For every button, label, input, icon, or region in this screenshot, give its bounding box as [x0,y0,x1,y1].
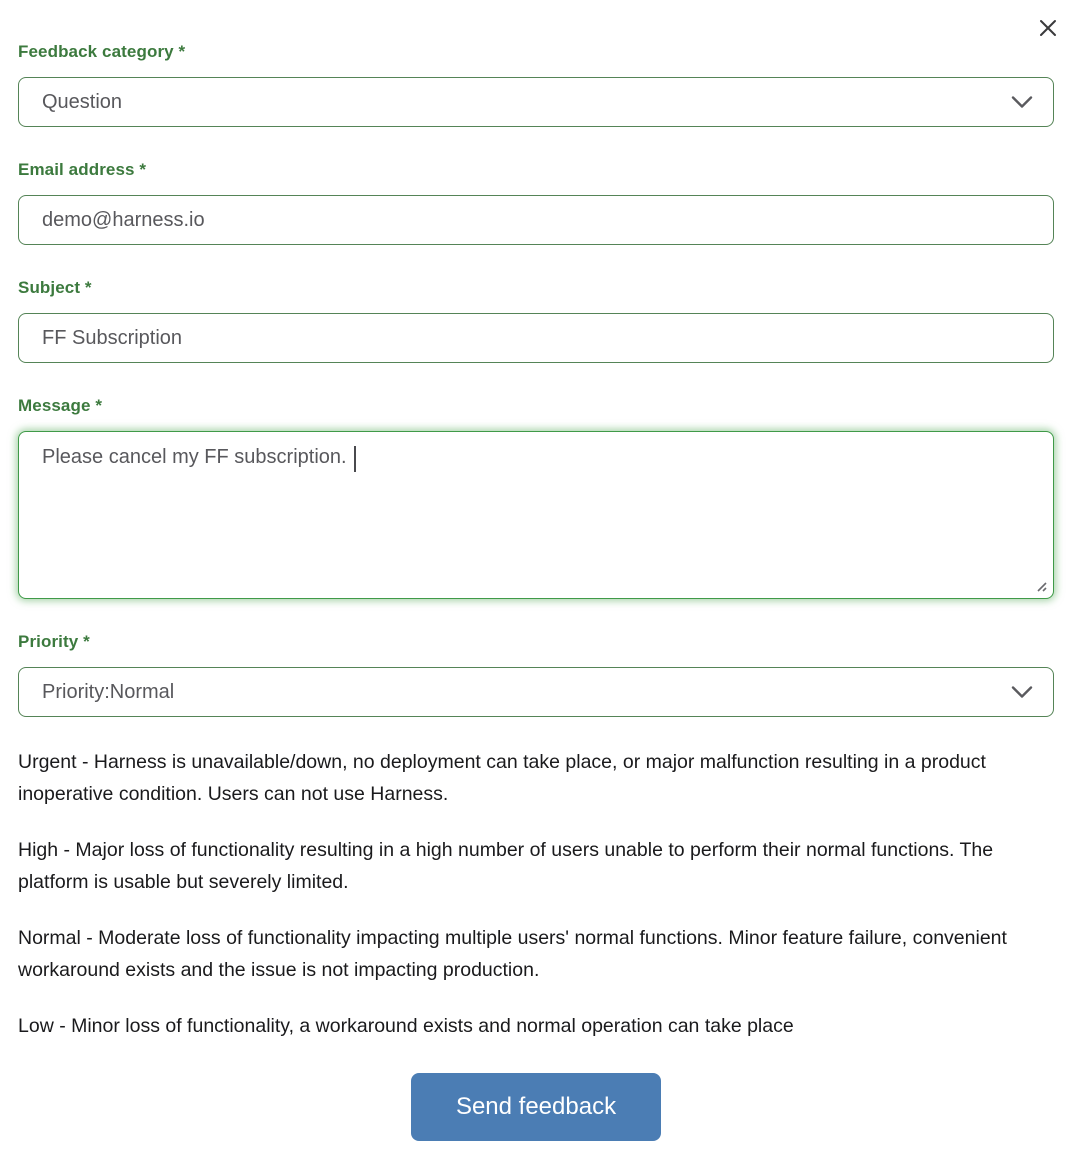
subject-input[interactable] [18,313,1054,363]
submit-row [18,1073,1054,1141]
text-caret [354,446,356,472]
subject-label: Subject * [18,278,92,297]
resize-handle-icon[interactable] [1034,579,1048,593]
field-message [18,396,1054,599]
field-feedback-category [18,42,1054,127]
chevron-down-icon [1011,686,1033,699]
close-icon [1038,18,1058,38]
field-priority [18,632,1054,717]
priority-select-value: Priority:Normal [42,680,175,703]
priority-descriptions [18,746,1054,1042]
priority-select[interactable] [18,667,1054,717]
send-feedback-button[interactable]: Send feedback [411,1073,661,1141]
close-button[interactable] [1032,12,1064,44]
chevron-down-icon [1011,96,1033,109]
message-textarea-value: Please cancel my FF subscription. [42,446,347,468]
priority-desc-normal: Normal - Moderate loss of functionality impacting multiple users' normal functions. Minor feature failure, convenient workaround exists and the issue is not impacting production. [18,927,1007,981]
subject-input-value: FF Subscription [42,326,183,349]
feedback-category-value: Question [42,90,123,113]
message-label: Message * [18,396,103,415]
message-textarea[interactable] [18,431,1054,599]
priority-desc-low: Low - Minor loss of functionality, a workaround exists and normal operation can take place [18,1015,794,1037]
email-address-label: Email address * [18,160,147,179]
priority-label: Priority * [18,632,90,651]
field-subject [18,278,1054,363]
priority-desc-high: High - Major loss of functionality resulting in a high number of users unable to perform their normal functions. The platform is usable but severely limited. [18,839,994,893]
priority-desc-urgent: Urgent - Harness is unavailable/down, no deployment can take place, or major malfunction resulting in a product inoperative condition. Users can not use Harness. [18,751,986,805]
email-input-value: demo@harness.io [42,208,205,231]
field-email-address [18,160,1054,245]
email-input[interactable] [18,195,1054,245]
feedback-category-label: Feedback category * [18,42,186,61]
feedback-category-select[interactable] [18,77,1054,127]
